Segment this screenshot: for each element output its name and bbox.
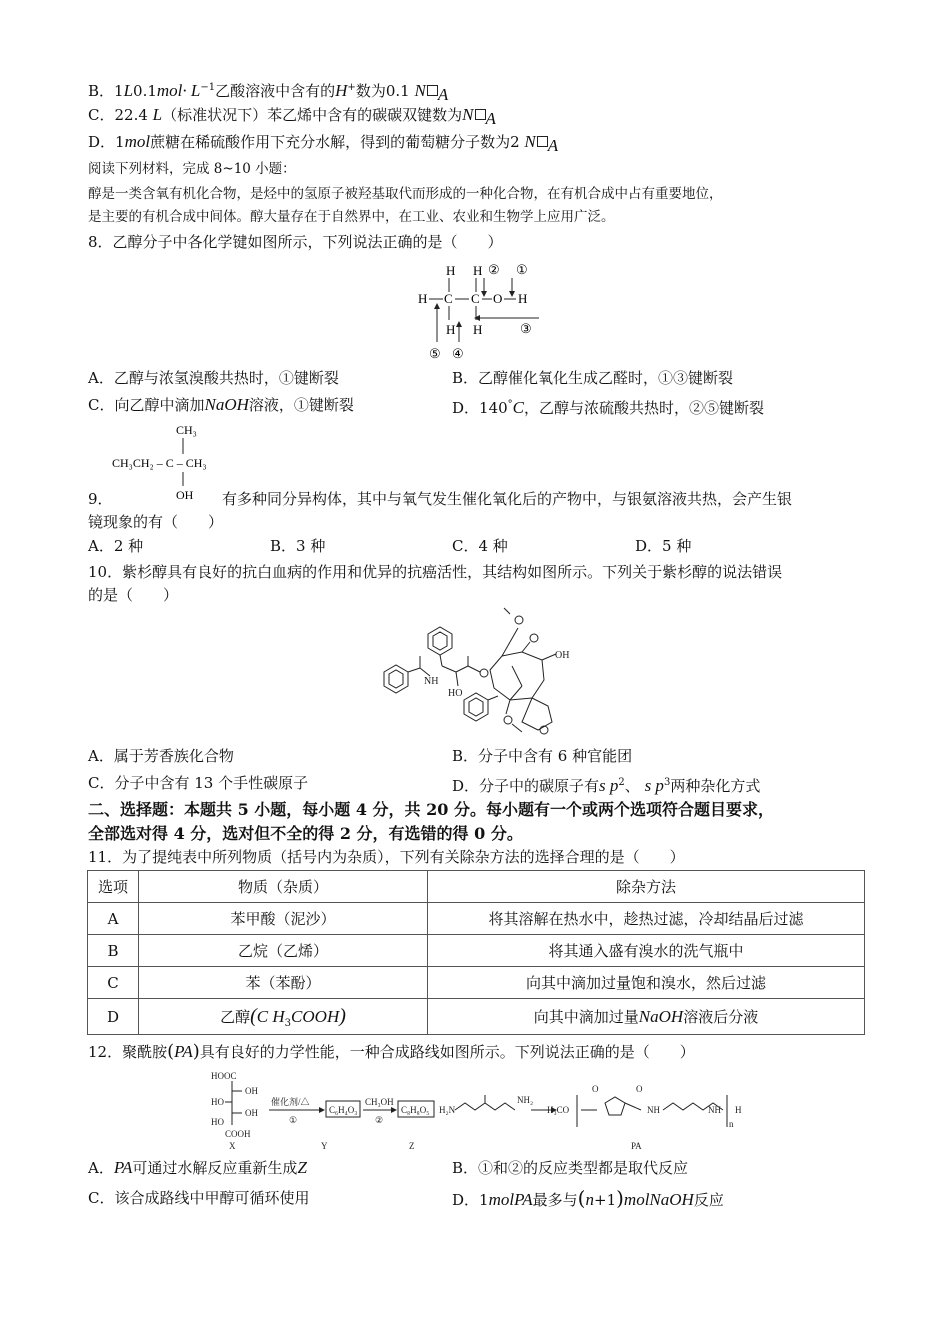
q12-stem: 12．聚酰胺(PA)具有良好的力学性能，一种合成路线如图所示。下列说法正确的是（ ）	[88, 1041, 695, 1062]
table-cell: 向其中滴加过量NaOH溶液后分液	[428, 999, 865, 1035]
svg-text:C₆H₄O₃: C₆H₄O₃	[329, 1105, 358, 1115]
q9-structure	[108, 420, 238, 502]
svg-text:COOH: COOH	[225, 1129, 251, 1139]
q8-option-b: B．乙醇催化氧化生成乙醛时，①③键断裂	[452, 369, 734, 387]
table-cell: 苯甲酸（泥沙）	[139, 903, 428, 935]
q12-option-c: C．该合成路线中甲醇可循环使用	[88, 1189, 310, 1207]
svg-text:O: O	[636, 1084, 643, 1094]
svg-text:HOOC: HOOC	[211, 1071, 237, 1081]
svg-text:CH₃: CH₃	[176, 423, 197, 437]
table-header: 物质（杂质）	[139, 871, 428, 903]
paclitaxel-structure	[372, 606, 582, 744]
table-cell: 乙醇(C $H_3COOH$)	[139, 999, 428, 1035]
svg-text:H: H	[473, 263, 483, 278]
svg-text:①: ①	[516, 262, 528, 277]
q11-stem: 11．为了提纯表中所列物质（括号内为杂质），下列有关除杂方法的选择合理的是（ ）	[88, 848, 685, 866]
table-cell: 乙烷（乙烯）	[139, 935, 428, 967]
section2-heading-1: 二、选择题：本题共 5 小题，每小题 4 分，共 20 分。每小题有一个或两个选项符合题目要求，	[88, 800, 774, 819]
q10-stem-1: 10．紫杉醇具有良好的抗白血病的作用和优异的抗癌活性，其结构如图所示。下列关于紫杉醇的说法错误	[88, 563, 783, 581]
svg-text:n: n	[729, 1119, 734, 1129]
q7-option-c: C．22.4 L（标准状况下）苯乙烯中含有的碳碳双键数为N $_A$	[88, 105, 496, 128]
svg-text:OH: OH	[555, 650, 570, 661]
missing-glyph-icon	[475, 109, 486, 120]
svg-text:①: ①	[289, 1115, 298, 1125]
reading-intro: 阅读下列材料，完成 8~10 小题：	[88, 161, 296, 177]
svg-text:OH: OH	[176, 488, 194, 502]
q9-stem-1: 有多种同分异构体，其中与氧气发生催化氧化后的产物中，与银氨溶液共热，会产生银	[222, 490, 793, 508]
svg-text:HO: HO	[448, 688, 463, 699]
table-cell: 将其通入盛有溴水的洗气瓶中	[428, 935, 865, 967]
pa-synthesis-route	[205, 1065, 750, 1155]
svg-text:Z: Z	[409, 1141, 415, 1151]
svg-text:O: O	[493, 291, 503, 306]
table-header-row	[88, 871, 865, 903]
q9-option-b: B．3 种	[270, 537, 326, 555]
svg-text:O: O	[592, 1084, 599, 1094]
svg-text:⑤: ⑤	[429, 346, 441, 361]
table-cell: D	[88, 999, 139, 1035]
svg-text:③: ③	[520, 321, 532, 336]
q11-table	[87, 870, 865, 1035]
svg-text:H: H	[446, 322, 456, 337]
svg-text:NH: NH	[424, 676, 439, 687]
reading-line-2: 是主要的有机合成中间体。醇大量存在于自然界中，在工业、农业和生物学上应用广泛。	[88, 209, 615, 225]
svg-text:C: C	[444, 291, 453, 306]
svg-text:NH: NH	[647, 1105, 660, 1115]
svg-text:OH: OH	[245, 1108, 258, 1118]
svg-text:PA: PA	[631, 1141, 642, 1151]
svg-text:H: H	[446, 263, 456, 278]
svg-text:H₃CO: H₃CO	[547, 1105, 570, 1115]
svg-text:催化剂/△: 催化剂/△	[271, 1097, 310, 1107]
q10-stem-2: 的是（ ）	[88, 586, 179, 604]
q7-option-d: D．1mol蔗糖在稀硫酸作用下充分水解，得到的葡萄糖分子数为2 N $_A$	[88, 132, 559, 155]
table-cell: B	[88, 935, 139, 967]
table-cell: C	[88, 967, 139, 999]
svg-text:X: X	[229, 1141, 236, 1151]
svg-text:HO: HO	[211, 1117, 224, 1127]
svg-text:H₂N: H₂N	[439, 1105, 456, 1115]
missing-glyph-icon	[537, 136, 548, 147]
svg-text:HO: HO	[211, 1097, 224, 1107]
svg-text:②: ②	[375, 1115, 384, 1125]
svg-text:C₈H₈O₅: C₈H₈O₅	[401, 1105, 430, 1115]
q12-option-a: A．PA可通过水解反应重新生成Z	[88, 1158, 307, 1177]
table-header: 选项	[88, 871, 139, 903]
table-cell: 苯（苯酚）	[139, 967, 428, 999]
q12-option-b: B．①和②的反应类型都是取代反应	[452, 1159, 689, 1177]
svg-text:CH₃CH₂ – C – CH₃: CH₃CH₂ – C – CH₃	[112, 456, 207, 470]
svg-text:OH: OH	[245, 1086, 258, 1096]
q7-option-b: B．$1L0.1mol\cdot L^{-1}$乙酸溶液中含有的H+数为0.1 N $_A$	[88, 81, 449, 104]
q8-stem: 8．乙醇分子中各化学键如图所示，下列说法正确的是（ ）	[88, 233, 503, 251]
table-cell: A	[88, 903, 139, 935]
q8-option-c: C．向乙醇中滴加NaOH溶液，①键断裂	[88, 395, 354, 414]
table-cell: 将其溶解在热水中，趁热过滤，冷却结晶后过滤	[428, 903, 865, 935]
reading-line-1: 醇是一类含氧有机化合物，是烃中的氢原子被羟基取代而形成的一种化合物，在有机合成中占有重要地位，	[88, 186, 723, 202]
missing-glyph-icon	[427, 85, 438, 96]
svg-text:Y: Y	[321, 1141, 328, 1151]
table-row	[88, 903, 865, 935]
svg-text:C: C	[471, 291, 480, 306]
q10-option-a: A．属于芳香族化合物	[88, 747, 234, 765]
svg-text:NH₂: NH₂	[517, 1095, 534, 1105]
svg-text:CH₃OH: CH₃OH	[365, 1097, 394, 1107]
q9-stem-2: 镜现象的有（ ）	[88, 513, 224, 531]
svg-text:④: ④	[452, 346, 464, 361]
q9-option-c: C．4 种	[452, 537, 508, 555]
ethanol-bond-diagram	[412, 258, 552, 362]
table-row	[88, 935, 865, 967]
q9-number: 9．	[88, 490, 113, 508]
svg-text:H: H	[518, 291, 528, 306]
q9-option-d: D．5 种	[635, 537, 692, 555]
table-row	[88, 999, 865, 1035]
q8-option-a: A．乙醇与浓氢溴酸共热时，①键断裂	[88, 369, 339, 387]
q8-option-d: D．140°C，乙醇与浓硫酸共热时，②⑤键断裂	[452, 398, 765, 417]
svg-text:②: ②	[488, 262, 500, 277]
svg-text:H: H	[418, 291, 428, 306]
q10-option-c: C．分子中含有 13 个手性碳原子	[88, 774, 309, 792]
svg-text:NH: NH	[708, 1105, 721, 1115]
table-header: 除杂方法	[428, 871, 865, 903]
q10-option-b: B．分子中含有 6 种官能团	[452, 747, 633, 765]
svg-text:H: H	[735, 1105, 742, 1115]
q10-option-d: D．分子中的碳原子有s $p^2$、 s $p^3$两种杂化方式	[452, 776, 761, 795]
section2-heading-2: 全部选对得 4 分，选对但不全的得 2 分，有选错的得 0 分。	[88, 824, 523, 843]
q9-option-a: A．2 种	[88, 537, 144, 555]
table-cell: 向其中滴加过量饱和溴水，然后过滤	[428, 967, 865, 999]
table-row	[88, 967, 865, 999]
q12-option-d: D．1molPA最多与(n+1)molNaOH反应	[452, 1186, 724, 1210]
svg-text:H: H	[473, 322, 483, 337]
